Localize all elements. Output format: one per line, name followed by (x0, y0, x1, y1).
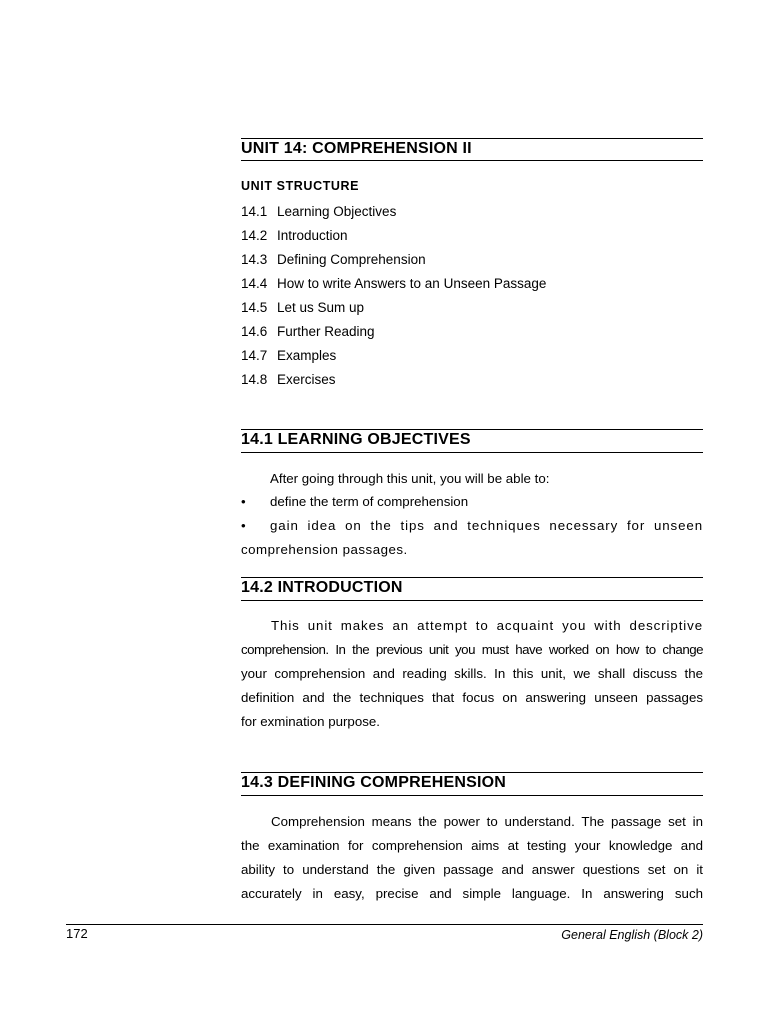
paragraph-line: your comprehension and reading skills. In this unit, we shall discuss the (241, 666, 703, 681)
bullet-item (241, 490, 703, 514)
toc-item (241, 204, 396, 220)
toc-item-title: Exercises (277, 372, 336, 387)
book-title: General English (Block 2) (561, 928, 703, 942)
footer-rule (66, 924, 703, 925)
toc-item-title: Learning Objectives (277, 204, 397, 219)
toc-item-number: 14.2 (241, 228, 268, 243)
paragraph-line: for exmination purpose. (241, 714, 380, 729)
toc-item-number: 14.7 (241, 348, 268, 363)
toc-item-title: Defining Comprehension (277, 252, 426, 267)
bullet-text: gain idea on the tips and techniques necessary for unseen (270, 518, 703, 533)
toc-item (241, 348, 336, 364)
title-bottom-rule (241, 160, 703, 161)
toc-item-number: 14.6 (241, 324, 268, 339)
bullet-item (241, 514, 703, 538)
paragraph-line: accurately in easy, precise and simple language. In answering such (241, 886, 703, 901)
paragraph-line: comprehension. In the previous unit you must have worked on how to change (241, 642, 703, 657)
paragraph-line: the examination for comprehension aims at testing your knowledge and (241, 838, 703, 853)
toc-item (241, 300, 364, 316)
toc-item-title: How to write Answers to an Unseen Passage (277, 276, 547, 291)
toc-item-number: 14.8 (241, 372, 268, 387)
bullet-icon: • (241, 518, 246, 533)
toc-item (241, 228, 348, 244)
unit-structure-label: UNIT STRUCTURE (241, 179, 360, 193)
bullet-text: define the term of comprehension (270, 494, 469, 509)
section-3-paragraph (241, 810, 703, 906)
paragraph-line: ability to understand the given passage and answer questions set on it (241, 862, 703, 877)
toc-item-title: Introduction (277, 228, 348, 243)
toc-item (241, 252, 426, 268)
section-1-intro: After going through this unit, you will be able to: (270, 471, 550, 486)
toc-item-title: Examples (277, 348, 337, 363)
section-1-bottom-rule (241, 452, 703, 453)
section-2-paragraph (241, 614, 703, 734)
section-2-heading: 14.2 INTRODUCTION (241, 579, 403, 596)
toc-item (241, 276, 546, 292)
toc-item (241, 324, 375, 340)
unit-title: UNIT 14: COMPREHENSION II (241, 140, 472, 157)
paragraph-line: This unit makes an attempt to acquaint you with descriptive (271, 618, 703, 633)
section-3-heading: 14.3 DEFINING COMPREHENSION (241, 774, 507, 791)
toc-item-number: 14.3 (241, 252, 268, 267)
paragraph-line: definition and the techniques that focus on answering unseen passages (241, 690, 703, 705)
bullet-icon: • (241, 494, 246, 509)
bullet-continuation (241, 538, 703, 562)
toc-item-number: 14.4 (241, 276, 268, 291)
section-2-bottom-rule (241, 600, 703, 601)
page-number: 172 (66, 926, 88, 941)
toc-item-title: Let us Sum up (277, 300, 365, 315)
section-3-bottom-rule (241, 795, 703, 796)
toc-item (241, 372, 336, 388)
section-1-heading: 14.1 LEARNING OBJECTIVES (241, 431, 471, 448)
toc-item-number: 14.5 (241, 300, 268, 315)
toc-item-title: Further Reading (277, 324, 375, 339)
paragraph-line: Comprehension means the power to understand. The passage set in (271, 814, 703, 829)
toc-item-number: 14.1 (241, 204, 268, 219)
bullet-continuation-text: comprehension passages. (241, 542, 408, 557)
